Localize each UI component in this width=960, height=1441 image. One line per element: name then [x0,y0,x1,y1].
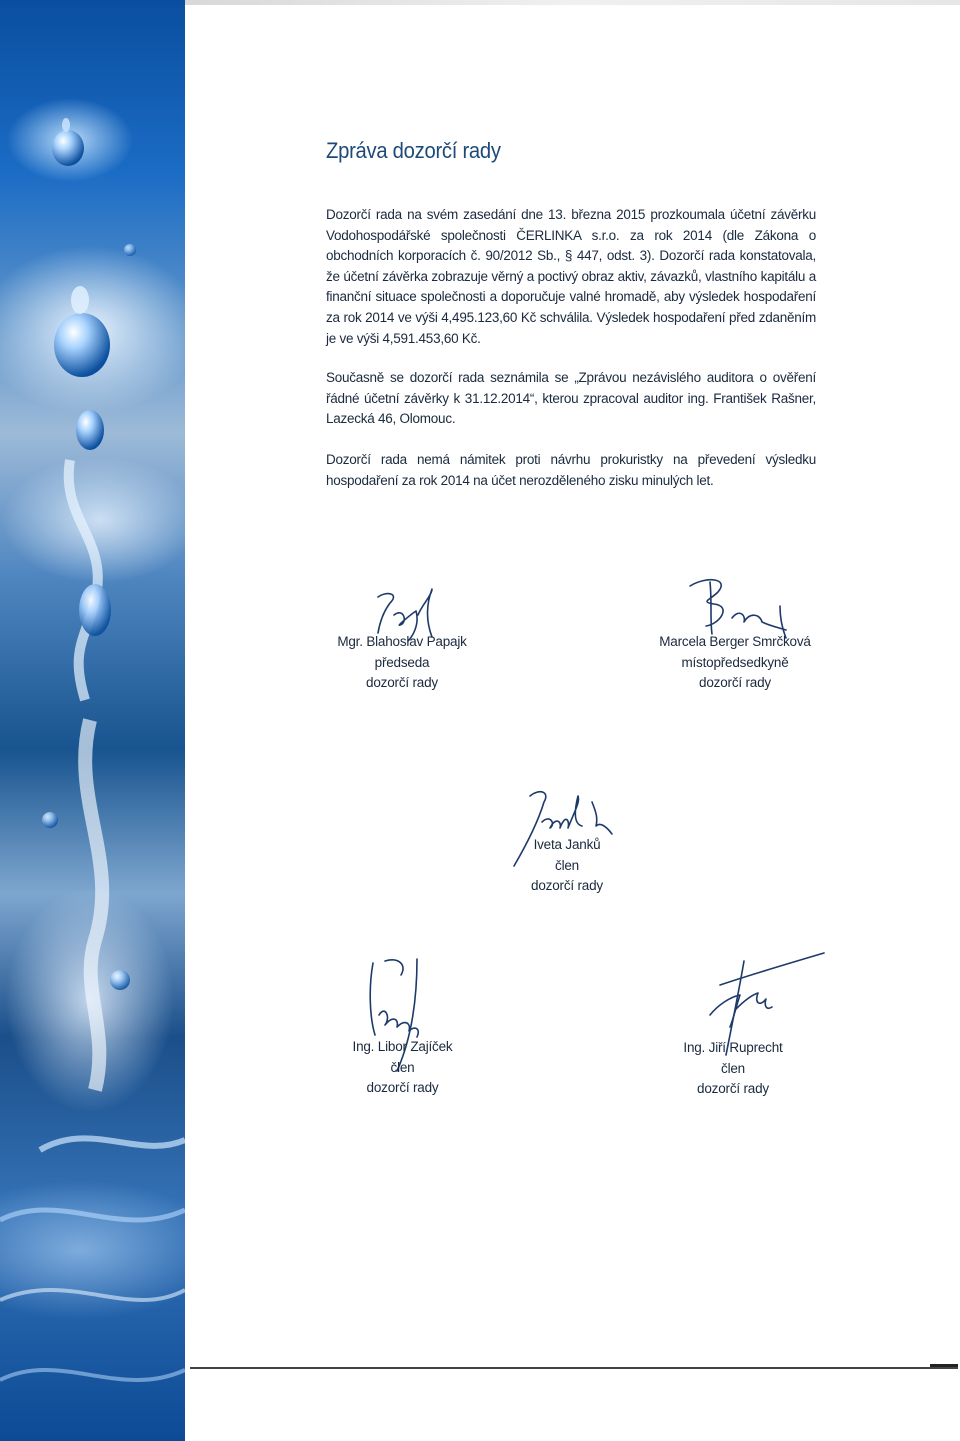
top-scan-edge [185,0,960,5]
water-drops-decorative-image [0,0,185,1441]
footer-divider [190,1367,958,1369]
paragraph-profit-transfer: Dozorčí rada nemá námitek proti návrhu prokuristky na převedení výsledku hospodaření za rok 2014 na účet nerozděleného zisku minulých let. [326,452,816,488]
signatory-name: Ing. Jiří Ruprecht [683,1040,783,1055]
signatory-role: člen [390,1059,415,1075]
signatory-body: dozorčí rady [699,675,771,690]
signatory-papajk [322,632,482,694]
footer-divider-mark [930,1364,958,1367]
water-drops-artwork [0,0,185,1441]
page-title: Zpráva dozorčí rady [326,138,501,163]
signatory-body: dozorčí rady [366,1080,439,1095]
signatory-name: Iveta Janků [533,837,601,852]
paragraph-financial-statement: Dozorčí rada na svém zasedání dne 13. března 2015 prozkoumala účetní závěrku Vodohospodářské společnosti ČERLINKA s.r.o. za rok 2014 (dle Zákona o obchodních korporacích č. 90/2012 Sb., § 447, odst. 3). Dozorčí rada konstatovala, že účetní závěrka zobrazuje věrný a poctivý obraz aktiv, závazků, vlastního kapitálu a finanční situace společnosti a doporučuje valné hromadě, aby výsledek hospodaření za rok 2014 ve výši 4,495.123,60 Kč schválila. Výsledek hospodaření před zdaněním je ve výši 4,591.453,60 Kč. [326,207,816,346]
signatory-role: místopředsedkyně [681,654,789,670]
signatory-role: člen [555,857,579,873]
signatory-ruprecht [668,1038,798,1100]
signatory-body: dozorčí rady [697,1081,769,1096]
signatory-body: dozorčí rady [531,878,603,893]
signatory-name: Ing. Libor Zajíček [352,1039,453,1054]
signatory-name: Marcela Berger Smrčková [659,634,811,649]
signatory-name: Mgr. Blahoslav Papajk [337,634,467,649]
signatory-janku [492,835,642,897]
paragraph-auditor-report: Současně se dozorčí rada seznámila se „Zprávou nezávislého auditora o ověření řádné účetní závěrky k 31.12.2014“, kterou zpracoval auditor ing. František Rašner, Lazecká 46, Olomouc. [326,370,816,427]
signatory-body: dozorčí rady [366,675,438,690]
signatory-role: člen [721,1060,745,1076]
signatory-role: předseda [374,654,430,670]
signatory-zajicek [335,1037,470,1099]
signatory-smrckova [645,632,825,694]
